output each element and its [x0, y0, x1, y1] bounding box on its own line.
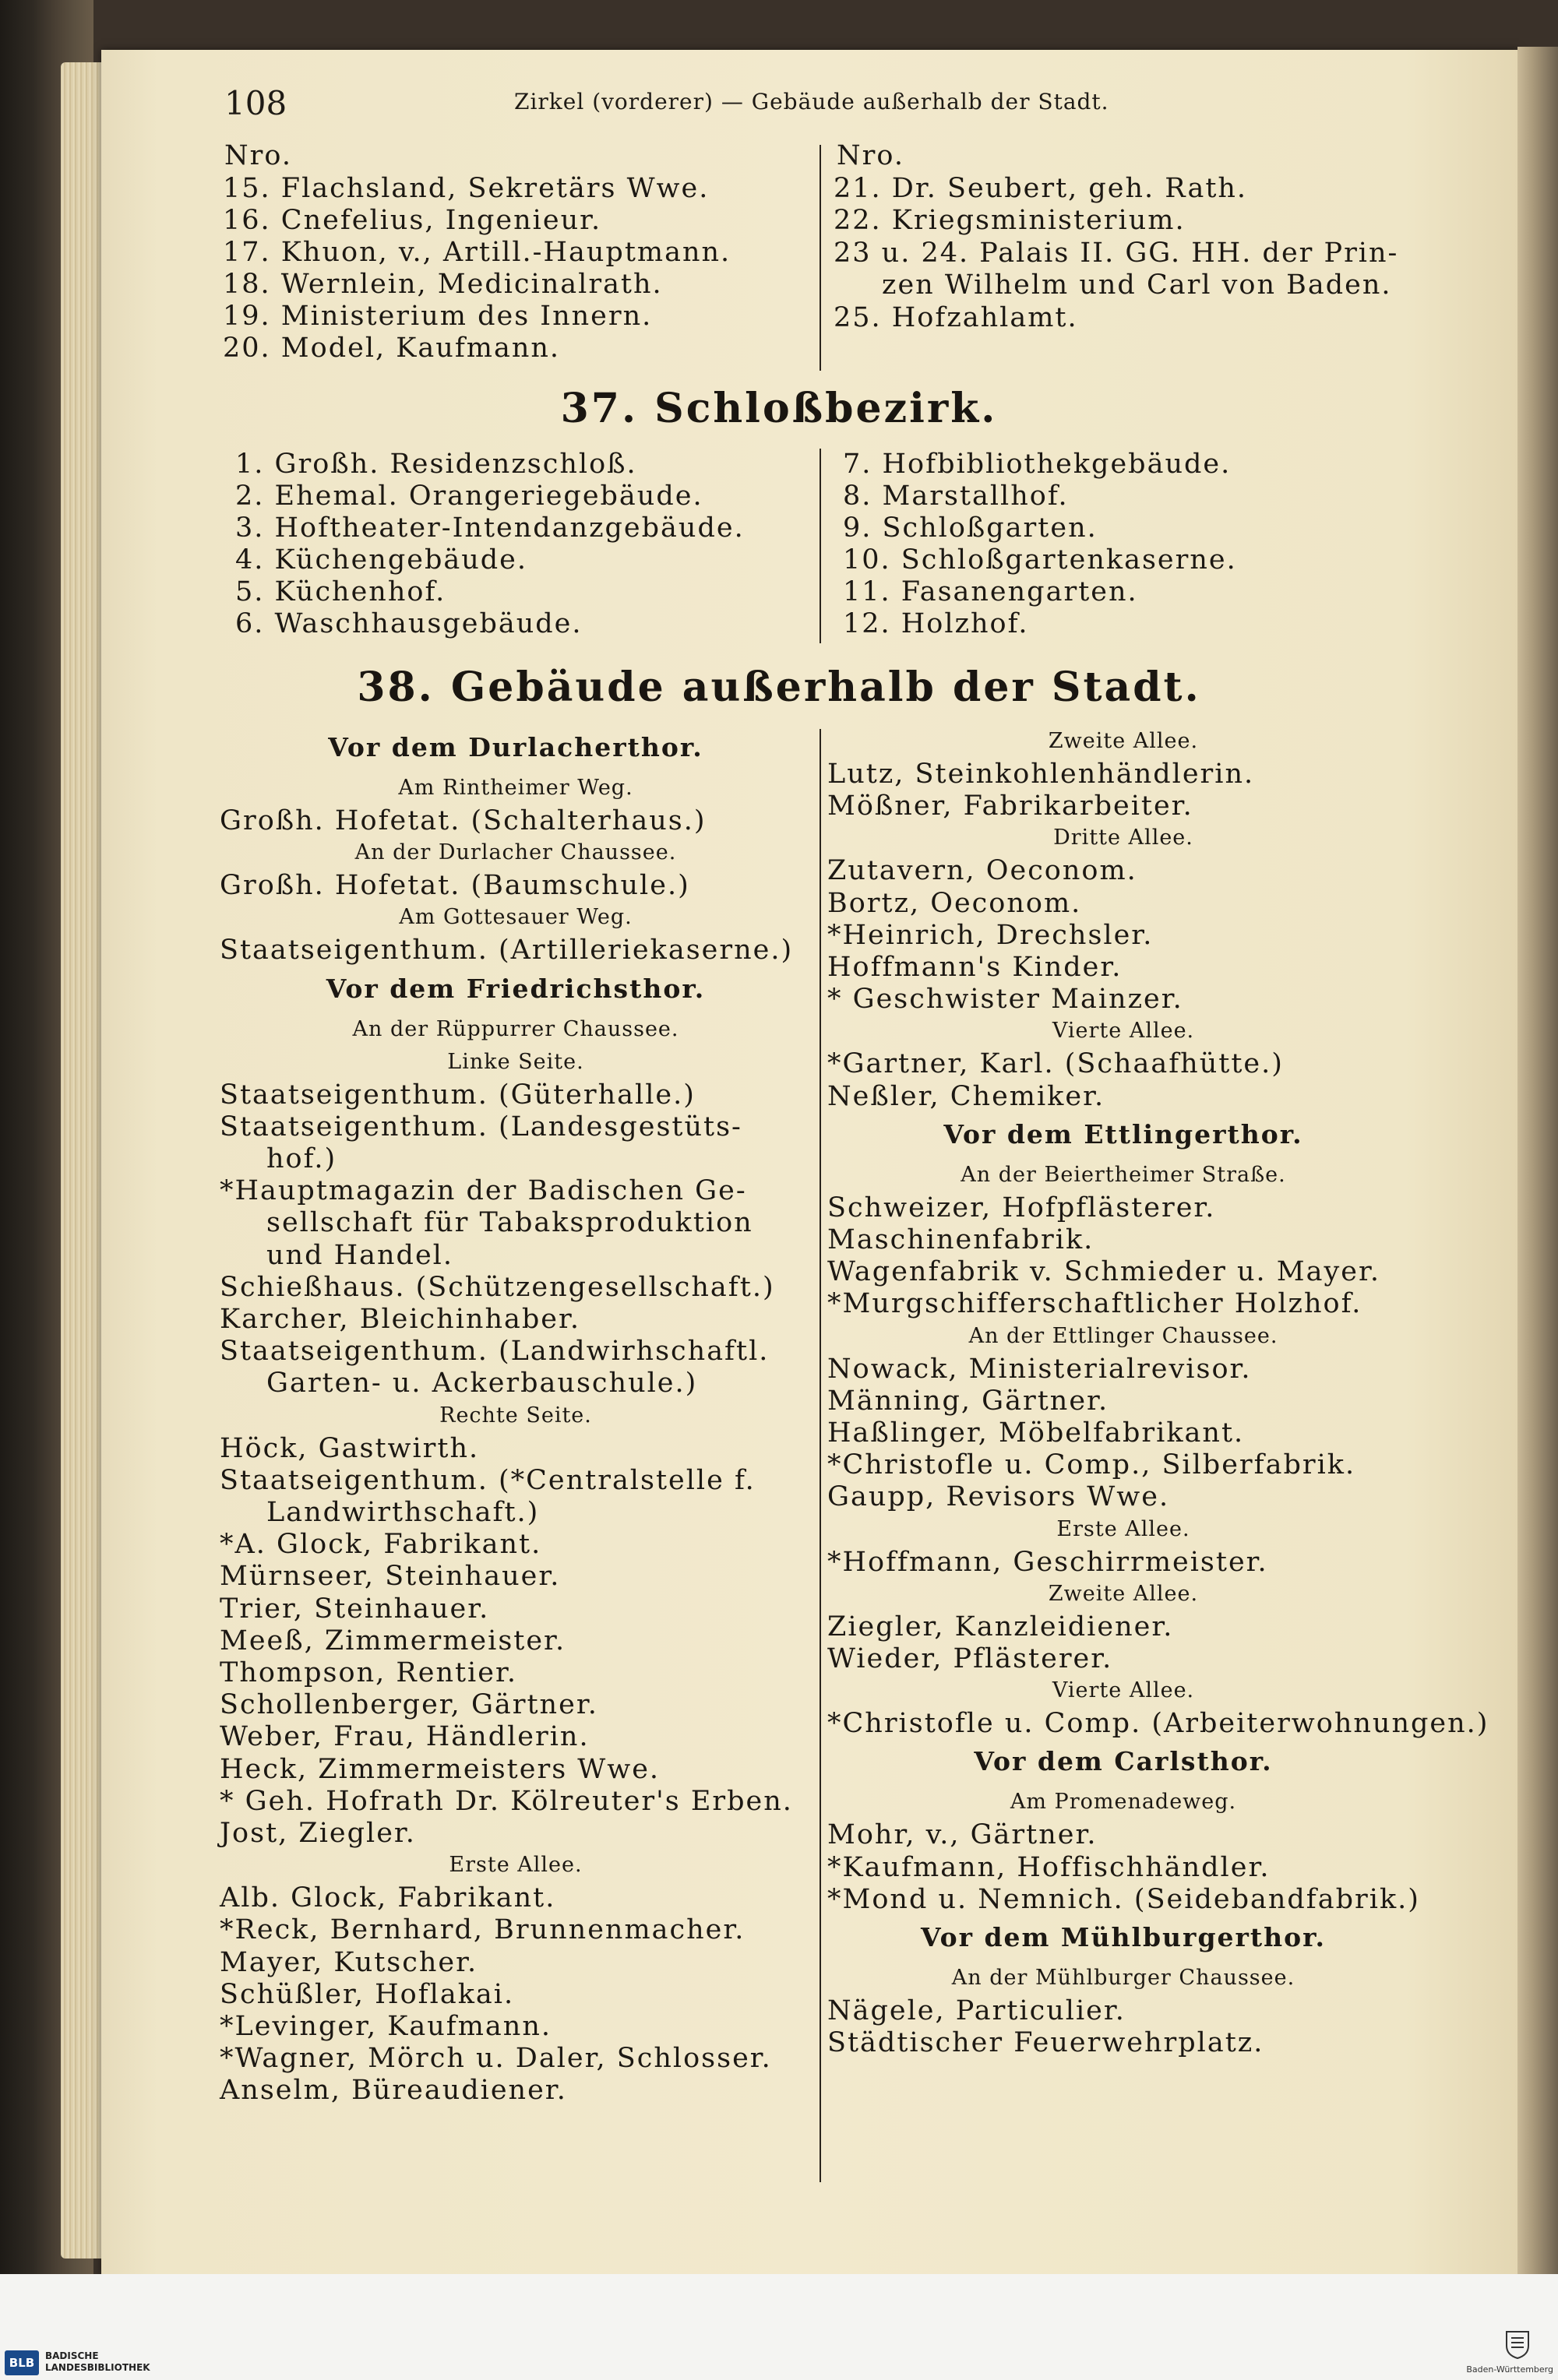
list-item: Lutz, Steinkohlenhändlerin. [827, 759, 1255, 790]
list-item: 9. Schloßgarten. [843, 512, 1098, 544]
list-item: 18. Wernlein, Medicinalrath. [223, 269, 663, 300]
list-item: Thompson, Rentier. [220, 1657, 517, 1688]
list-item: *Christofle u. Comp., Silberfabrik. [827, 1449, 1356, 1481]
subsection-heading: Vor dem Carlsthor. [974, 1746, 1273, 1777]
list-item: Heck, Zimmermeisters Wwe. [220, 1753, 661, 1785]
logo-line-1: BADISCHE [45, 2350, 99, 2361]
section-title: 37. Schloßbezirk. [560, 385, 998, 432]
list-item-continuation: Landwirthschaft.) [266, 1497, 540, 1528]
list-item: 15. Flachsland, Sekretärs Wwe. [223, 173, 710, 204]
list-item: *Heinrich, Drechsler. [827, 919, 1154, 951]
list-item: 19. Ministerium des Innern. [223, 301, 653, 332]
list-item: Trier, Steinhauer. [220, 1593, 490, 1625]
list-item: 16. Cnefelius, Ingenieur. [223, 205, 602, 236]
column-divider [820, 145, 821, 371]
list-item: * Geh. Hofrath Dr. Kölreuter's Erben. [220, 1785, 793, 1817]
list-item: Weber, Frau, Händlerin. [220, 1721, 590, 1753]
footer-band [0, 2274, 1558, 2380]
list-header-right: Nro. [837, 140, 904, 171]
list-item: Mürnseer, Steinhauer. [220, 1561, 561, 1593]
location-label: An der Beiertheimer Straße. [961, 1162, 1286, 1187]
list-item: *Kaufmann, Hoffischhändler. [827, 1851, 1271, 1883]
list-item: Maschinenfabrik. [827, 1224, 1094, 1255]
list-item: Staatseigenthum. (*Centralstelle f. [220, 1464, 756, 1496]
right-page-edge [1517, 47, 1558, 2282]
list-item: Karcher, Bleichinhaber. [220, 1304, 580, 1335]
list-item: Meeß, Zimmermeister. [220, 1625, 566, 1656]
list-item: 12. Holzhof. [843, 608, 1029, 639]
list-item: Großh. Hofetat. (Schalterhaus.) [220, 805, 707, 836]
list-item: Städtischer Feuerwehrplatz. [827, 2027, 1264, 2059]
library-logo-mark: BLB [5, 2350, 39, 2375]
location-label: Am Gottesauer Weg. [399, 905, 633, 930]
list-item: Hoffmann's Kinder. [827, 952, 1123, 983]
location-label: Vierte Allee. [1052, 1019, 1195, 1044]
list-item: Ziegler, Kanzleidiener. [827, 1611, 1174, 1642]
location-label: Rechte Seite. [439, 1403, 592, 1428]
state-label: Baden-Württemberg [1466, 2364, 1553, 2375]
list-item: Schollenberger, Gärtner. [220, 1689, 598, 1721]
list-item: 22. Kriegsministerium. [834, 205, 1186, 236]
list-item: *Murgschifferschaftlicher Holzhof. [827, 1288, 1362, 1320]
list-item: *Christofle u. Comp. (Arbeiterwohnungen.) [827, 1708, 1489, 1740]
list-item: Jost, Ziegler. [220, 1818, 416, 1849]
location-label: Erste Allee. [1056, 1516, 1190, 1541]
list-item: Neßler, Chemiker. [827, 1080, 1105, 1112]
list-item: Staatseigenthum. (Landesgestüts- [220, 1111, 742, 1142]
list-item: Männing, Gärtner. [827, 1385, 1109, 1417]
list-item: 2. Ehemal. Orangeriegebäude. [235, 481, 703, 512]
list-item: zen Wilhelm und Carl von Baden. [882, 269, 1392, 301]
section-title: 38. Gebäude außerhalb der Stadt. [357, 664, 1201, 711]
list-item: *A. Glock, Fabrikant. [220, 1529, 542, 1561]
page-number: 108 [224, 84, 287, 122]
list-item: 7. Hofbibliothekgebäude. [843, 449, 1232, 480]
list-item: *Wagner, Mörch u. Daler, Schlosser. [220, 2043, 772, 2075]
list-item: *Gartner, Karl. (Schaafhütte.) [827, 1048, 1284, 1080]
library-logo-text [45, 2350, 150, 2374]
list-item: *Reck, Bernhard, Brunnenmacher. [220, 1914, 746, 1946]
location-label: Vierte Allee. [1052, 1678, 1195, 1703]
list-header-left: Nro. [224, 140, 292, 171]
list-item-continuation: und Handel. [266, 1239, 453, 1271]
list-item: 1. Großh. Residenzschloß. [235, 449, 637, 480]
list-item: *Levinger, Kaufmann. [220, 2011, 552, 2042]
column-divider [820, 449, 821, 643]
list-item: Nowack, Ministerialrevisor. [827, 1353, 1252, 1385]
list-item: Großh. Hofetat. (Baumschule.) [220, 870, 690, 902]
list-item: * Geschwister Mainzer. [827, 984, 1183, 1016]
state-seal-icon [1503, 2329, 1532, 2360]
list-item: Schüßler, Hoflakai. [220, 1978, 515, 2010]
list-item: Gaupp, Revisors Wwe. [827, 1481, 1170, 1513]
location-label: Zweite Allee. [1048, 729, 1199, 753]
subsection-heading: Vor dem Ettlingerthor. [943, 1118, 1303, 1150]
location-label: Am Rintheimer Weg. [398, 776, 633, 800]
logo-line-2: LANDESBIBLIOTHEK [45, 2362, 150, 2373]
running-title: Zirkel (vorderer) — Gebäude außerhalb der Stadt. [514, 89, 1109, 114]
list-item: 17. Khuon, v., Artill.-Hauptmann. [223, 237, 731, 268]
list-item: Mößner, Fabrikarbeiter. [827, 790, 1193, 822]
subsection-heading: Vor dem Mühlburgerthor. [921, 1922, 1326, 1952]
list-item: Mohr, v., Gärtner. [827, 1819, 1098, 1851]
subsection-heading: Vor dem Durlacherthor. [328, 732, 703, 762]
location-label: An der Durlacher Chaussee. [354, 840, 677, 865]
list-item: Mayer, Kutscher. [220, 1946, 478, 1978]
list-item: *Hauptmagazin der Badischen Ge- [220, 1175, 747, 1207]
column-divider [820, 729, 821, 2182]
list-item: *Hoffmann, Geschirrmeister. [827, 1546, 1268, 1578]
list-item: 3. Hoftheater-Intendanzgebäude. [235, 512, 745, 544]
list-item: Bortz, Oeconom. [827, 887, 1082, 919]
list-item-continuation: Garten- u. Ackerbauschule.) [266, 1368, 698, 1399]
list-item: 23 u. 24. Palais II. GG. HH. der Prin- [834, 238, 1399, 269]
list-item: Wieder, Pflästerer. [827, 1643, 1113, 1674]
list-item: Anselm, Büreaudiener. [220, 2075, 567, 2107]
location-label: Linke Seite. [447, 1049, 584, 1074]
subsection-heading: Vor dem Friedrichsthor. [326, 973, 706, 1004]
location-label: Erste Allee. [449, 1853, 583, 1878]
list-item: Höck, Gastwirth. [220, 1432, 480, 1464]
list-item: Schießhaus. (Schützengesellschaft.) [220, 1271, 775, 1303]
list-item: Wagenfabrik v. Schmieder u. Mayer. [827, 1256, 1380, 1288]
list-item: Haßlinger, Möbelfabrikant. [827, 1417, 1245, 1449]
list-item: 11. Fasanengarten. [843, 576, 1138, 607]
list-item: 8. Marstallhof. [843, 481, 1069, 512]
list-item: Staatseigenthum. (Landwirhschaftl. [220, 1336, 770, 1368]
list-item: Staatseigenthum. (Güterhalle.) [220, 1079, 696, 1111]
list-item: 21. Dr. Seubert, geh. Rath. [834, 173, 1248, 204]
list-item: Zutavern, Oeconom. [827, 855, 1137, 887]
list-item: 10. Schloßgartenkaserne. [843, 544, 1237, 576]
list-item: Nägele, Particulier. [827, 1995, 1126, 2026]
location-label: An der Ettlinger Chaussee. [968, 1323, 1278, 1348]
location-label: Zweite Allee. [1048, 1581, 1199, 1606]
list-item-continuation: hof.) [266, 1143, 337, 1174]
location-label: An der Rüppurrer Chaussee. [352, 1016, 679, 1041]
list-item: 5. Küchenhof. [235, 576, 446, 607]
list-item: 20. Model, Kaufmann. [223, 333, 561, 364]
location-label: Am Promenadeweg. [1010, 1790, 1237, 1815]
list-item-continuation: sellschaft für Tabaksproduktion [266, 1207, 753, 1239]
list-item: Alb. Glock, Fabrikant. [220, 1882, 556, 1914]
list-item: *Mond u. Nemnich. (Seidebandfabrik.) [827, 1883, 1420, 1915]
list-item: Staatseigenthum. (Artilleriekaserne.) [220, 935, 794, 966]
location-label: An der Mühlburger Chaussee. [951, 1966, 1295, 1990]
location-label: Dritte Allee. [1053, 826, 1193, 850]
list-item: 25. Hofzahlamt. [834, 302, 1078, 333]
list-item: 4. Küchengebäude. [235, 544, 528, 576]
list-item: 6. Waschhausgebäude. [235, 608, 583, 639]
list-item: Schweizer, Hofpflästerer. [827, 1192, 1216, 1223]
